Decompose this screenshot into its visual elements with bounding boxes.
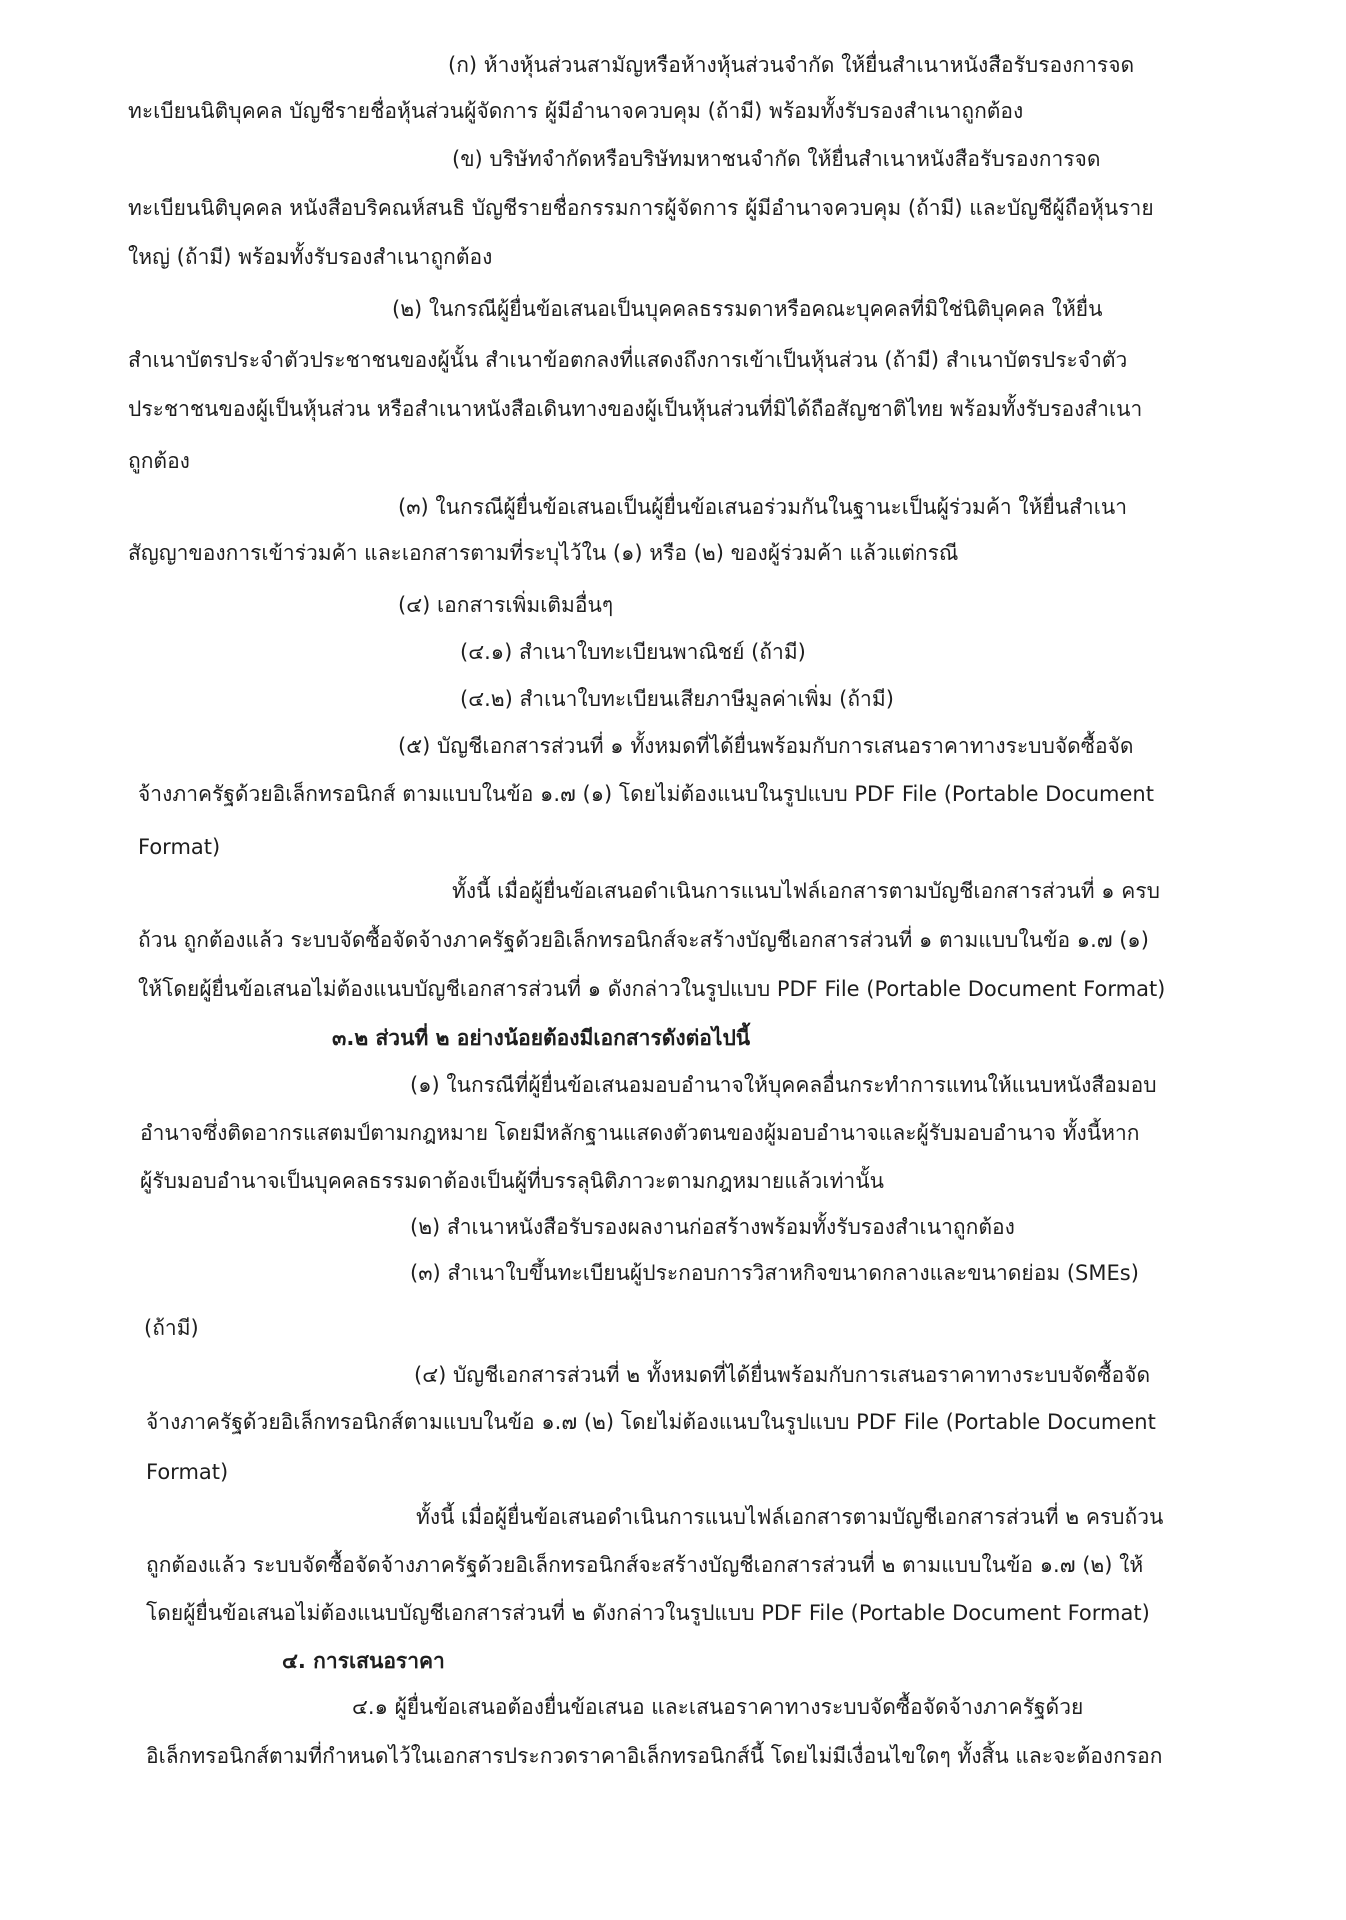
text-line: (๒) สำเนาหนังสือรับรองผลงานก่อสร้างพร้อมทั้งรับรองสำเนาถูกต้อง — [410, 1215, 1015, 1239]
text-line: ผู้รับมอบอำนาจเป็นบุคคลธรรมดาต้องเป็นผู้ที่บรรลุนิติภาวะตามกฎหมายแล้วเท่านั้น — [140, 1169, 884, 1193]
text-line: จ้างภาครัฐด้วยอิเล็กทรอนิกส์ตามแบบในข้อ ๑.๗ (๒) โดยไม่ต้องแนบในรูปแบบ PDF File (Portable Document — [146, 1410, 1156, 1434]
section-heading: ๓.๒ ส่วนที่ ๒ อย่างน้อยต้องมีเอกสารดังต่อไปนี้ — [332, 1026, 751, 1050]
text-line: (๑) ในกรณีที่ผู้ยื่นข้อเสนอมอบอำนาจให้บุคคลอื่นกระทำการแทนให้แนบหนังสือมอบ — [410, 1073, 1157, 1097]
text-line: (ก) ห้างหุ้นส่วนสามัญหรือห้างหุ้นส่วนจำกัด ให้ยื่นสำเนาหนังสือรับรองการจด — [448, 53, 1135, 77]
text-line: (ข) บริษัทจำกัดหรือบริษัทมหาชนจำกัด ให้ยื่นสำเนาหนังสือรับรองการจด — [452, 147, 1101, 171]
text-line: ๔.๑ ผู้ยื่นข้อเสนอต้องยื่นข้อเสนอ และเสนอราคาทางระบบจัดซื้อจัดจ้างภาครัฐด้วย — [352, 1695, 1084, 1719]
text-line: ประชาชนของผู้เป็นหุ้นส่วน หรือสำเนาหนังสือเดินทางของผู้เป็นหุ้นส่วนที่มิได้ถือสัญชาติไทย พร้อมทั้งรับรองสำเนา — [128, 397, 1143, 421]
text-line: (๕) บัญชีเอกสารส่วนที่ ๑ ทั้งหมดที่ได้ยื่นพร้อมกับการเสนอราคาทางระบบจัดซื้อจัด — [398, 734, 1134, 758]
section-heading: ๔. การเสนอราคา — [282, 1649, 445, 1673]
text-line: ทะเบียนนิติบุคคล บัญชีรายชื่อหุ้นส่วนผู้จัดการ ผู้มีอำนาจควบคุม (ถ้ามี) พร้อมทั้งรับรองสำเนาถูกต้อง — [128, 99, 1024, 123]
text-line: ทะเบียนนิติบุคคล หนังสือบริคณห์สนธิ บัญชีรายชื่อกรรมการผู้จัดการ ผู้มีอำนาจควบคุม (ถ้ามี) และบัญชีผู้ถือหุ้นราย — [128, 196, 1154, 220]
text-line: (ถ้ามี) — [144, 1316, 199, 1340]
text-line: Format) — [146, 1460, 229, 1484]
text-line: (๓) ในกรณีผู้ยื่นข้อเสนอเป็นผู้ยื่นข้อเสนอร่วมกันในฐานะเป็นผู้ร่วมค้า ให้ยื่นสำเนา — [398, 495, 1128, 519]
text-line: จ้างภาครัฐด้วยอิเล็กทรอนิกส์ ตามแบบในข้อ ๑.๗ (๑) โดยไม่ต้องแนบในรูปแบบ PDF File (Portable Document — [138, 782, 1154, 806]
text-line: ใหญ่ (ถ้ามี) พร้อมทั้งรับรองสำเนาถูกต้อง — [128, 245, 493, 269]
text-line: (๔) เอกสารเพิ่มเติมอื่นๆ — [398, 593, 614, 617]
text-line: (๔.๒) สำเนาใบทะเบียนเสียภาษีมูลค่าเพิ่ม (ถ้ามี) — [460, 687, 894, 711]
text-line: สำเนาบัตรประจำตัวประชาชนของผู้นั้น สำเนาข้อตกลงที่แสดงถึงการเข้าเป็นหุ้นส่วน (ถ้ามี) สำเนาบัตรประจำตัว — [128, 348, 1128, 372]
text-line: อำนาจซึ่งติดอากรแสตมป์ตามกฎหมาย โดยมีหลักฐานแสดงตัวตนของผู้มอบอำนาจและผู้รับมอบอำนาจ ทั้งนี้หาก — [140, 1121, 1140, 1145]
text-line: ถูกต้องแล้ว ระบบจัดซื้อจัดจ้างภาครัฐด้วยอิเล็กทรอนิกส์จะสร้างบัญชีเอกสารส่วนที่ ๒ ตามแบบในข้อ ๑.๗ (๒) ให้ — [146, 1553, 1144, 1577]
text-line: (๓) สำเนาใบขึ้นทะเบียนผู้ประกอบการวิสาหกิจขนาดกลางและขนาดย่อม (SMEs) — [410, 1261, 1139, 1285]
text-line: สัญญาของการเข้าร่วมค้า และเอกสารตามที่ระบุไว้ใน (๑) หรือ (๒) ของผู้ร่วมค้า แล้วแต่กรณี — [128, 541, 959, 565]
text-line: (๔.๑) สำเนาใบทะเบียนพาณิชย์ (ถ้ามี) — [460, 640, 806, 664]
text-line: (๒) ในกรณีผู้ยื่นข้อเสนอเป็นบุคคลธรรมดาหรือคณะบุคคลที่มิใช่นิติบุคคล ให้ยื่น — [392, 297, 1103, 321]
text-line: โดยผู้ยื่นข้อเสนอไม่ต้องแนบบัญชีเอกสารส่วนที่ ๒ ดังกล่าวในรูปแบบ PDF File (Portable Document Format) — [146, 1601, 1150, 1625]
text-line: ทั้งนี้ เมื่อผู้ยื่นข้อเสนอดำเนินการแนบไฟล์เอกสารตามบัญชีเอกสารส่วนที่ ๑ ครบ — [452, 879, 1160, 903]
text-line: อิเล็กทรอนิกส์ตามที่กำหนดไว้ในเอกสารประกวดราคาอิเล็กทรอนิกส์นี้ โดยไม่มีเงื่อนไขใดๆ ทั้งสิ้น และจะต้องกรอก — [146, 1744, 1163, 1768]
text-line: Format) — [138, 835, 221, 859]
text-line: (๔) บัญชีเอกสารส่วนที่ ๒ ทั้งหมดที่ได้ยื่นพร้อมกับการเสนอราคาทางระบบจัดซื้อจัด — [414, 1363, 1151, 1387]
text-line: ถูกต้อง — [128, 449, 190, 473]
text-line: ถ้วน ถูกต้องแล้ว ระบบจัดซื้อจัดจ้างภาครัฐด้วยอิเล็กทรอนิกส์จะสร้างบัญชีเอกสารส่วนที่ ๑ ตามแบบในข้อ ๑.๗ (๑) — [138, 928, 1149, 952]
text-line: ทั้งนี้ เมื่อผู้ยื่นข้อเสนอดำเนินการแนบไฟล์เอกสารตามบัญชีเอกสารส่วนที่ ๒ ครบถ้วน — [416, 1505, 1164, 1529]
text-line: ให้โดยผู้ยื่นข้อเสนอไม่ต้องแนบบัญชีเอกสารส่วนที่ ๑ ดังกล่าวในรูปแบบ PDF File (Portable Document Format) — [138, 977, 1166, 1001]
